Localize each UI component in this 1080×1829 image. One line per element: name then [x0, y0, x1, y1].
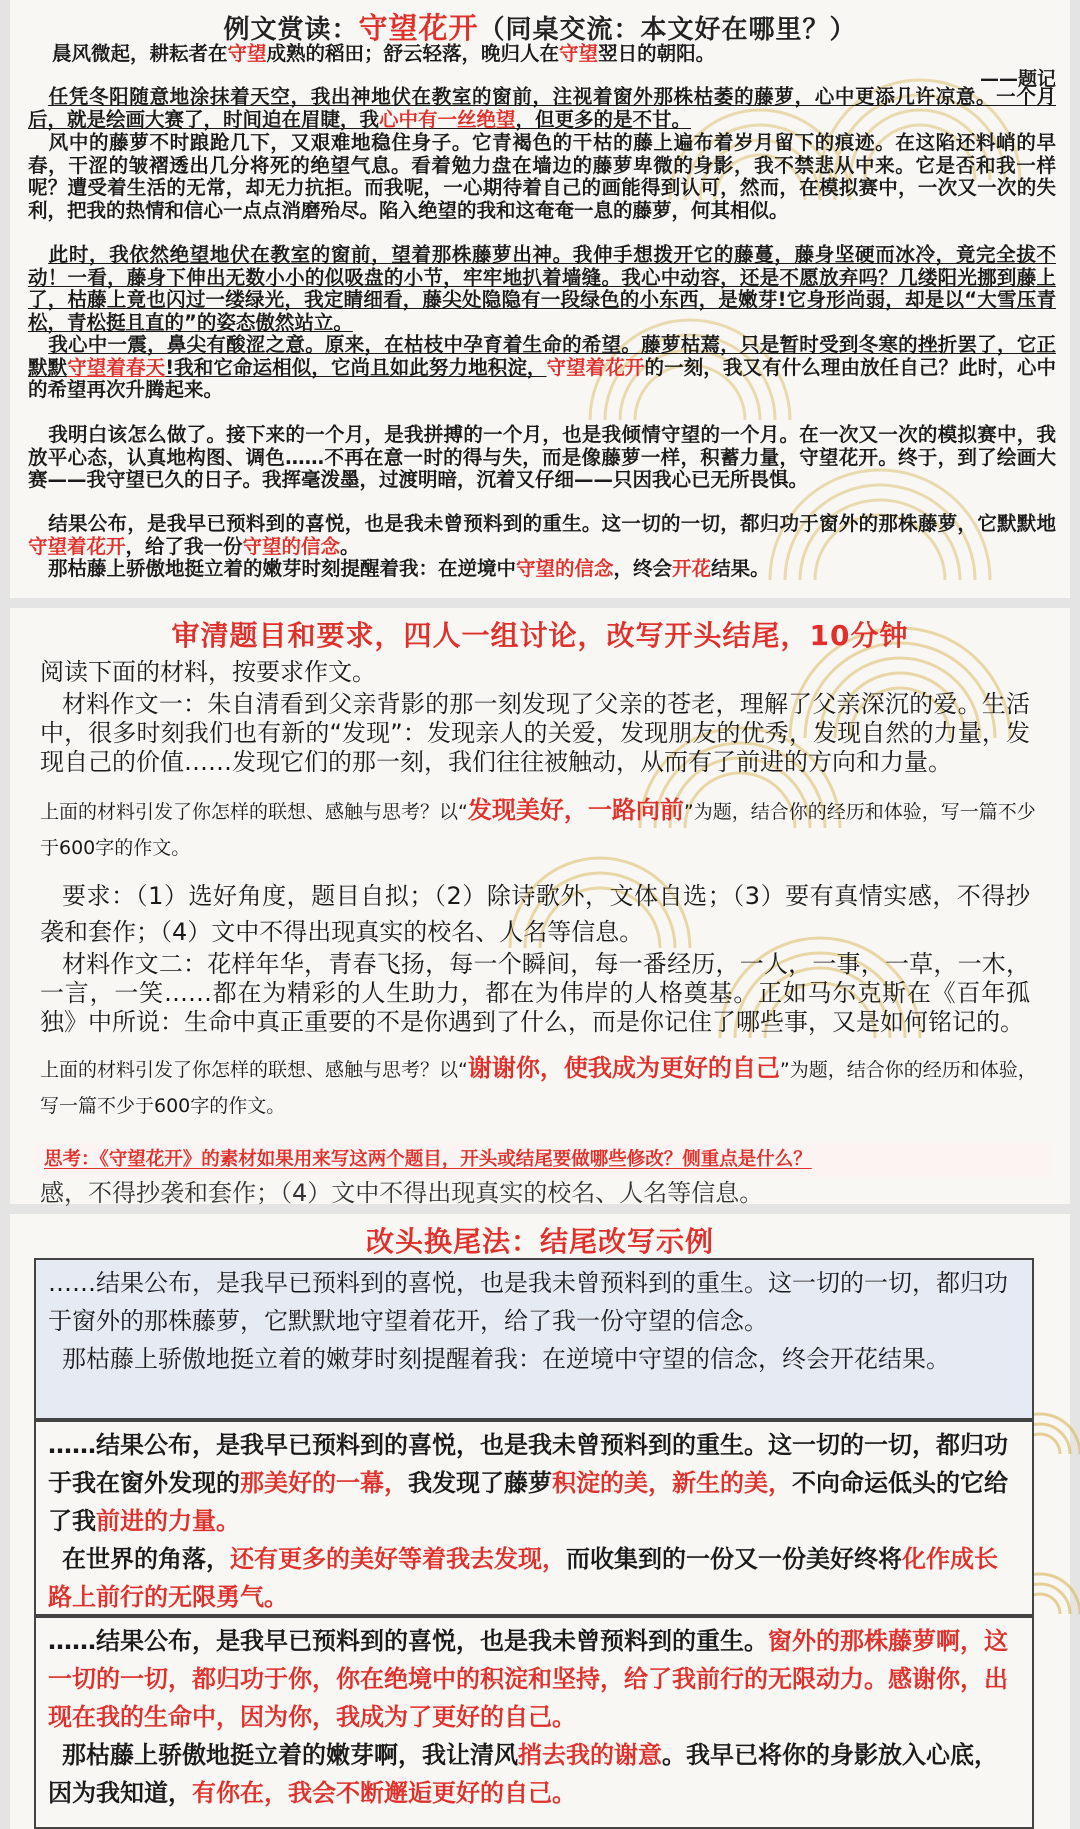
question-text: 上面的材料引发了你怎样的联想、感触与思考？以“: [40, 801, 468, 823]
rewrite-text: 我发现了藤萝: [408, 1469, 552, 1497]
rewrite-example-2-box: [34, 1616, 1034, 1829]
epigraph-text: 翌日的朝阳。: [598, 42, 716, 65]
highlight-text: 守望着花开: [546, 355, 645, 379]
essay-paragraph-5: [28, 424, 1056, 492]
paragraph-text: 我明白该怎么做了。接下来的一个月，是我拼搏的一个月，也是我倾情守望的一个月。在一次又一次的模拟赛中，我放平心态，认真地构图、调色……不再在意一时的得与失，而是像藤萝一样，积蓄力量，守望花开。终于，到了绘画大赛——我守望已久的日子。我挥毫泼墨，过渡明暗，沉着又仔细——只因我心已无所畏惧。: [28, 423, 1056, 491]
rewrite-text: 在世界的角落，: [62, 1545, 230, 1573]
highlight-text: 守望的信念: [516, 557, 614, 580]
rewrite-text: 而收集到的一份又一份美好终将: [566, 1545, 902, 1573]
essay-title: [10, 6, 1070, 47]
rewrite-highlight: 窗外的那株藤萝啊，这一切的一切，都归功于你，你在绝境中的积淀和坚持，给了我前行的无限动力。感谢你，出现在我的生命中，因为你，我成为了更好的自己。: [48, 1627, 1008, 1731]
paragraph-text: 结果。: [711, 557, 770, 580]
prompt-panel: [10, 608, 1070, 1207]
highlight-text: 守望着春天: [67, 355, 166, 379]
ending-panel-title: 改头换尾法：结尾改写示例: [365, 1225, 714, 1258]
paragraph-text: 结果公布，是我早已预料到的喜悦，也是我未曾预料到的重生。这一切的一切，都归功于窗外的那株藤萝，它默默地: [48, 512, 1056, 535]
rewrite-highlight: 有你在，我会不断邂逅更好的自己。: [192, 1779, 576, 1807]
epigraph-highlight: 守望: [227, 42, 267, 65]
think-prompt: 思考：《守望花开》的素材如果用来写这两个题目，开头或结尾要做哪些修改？侧重点是什么？: [34, 1143, 1054, 1177]
essay-paragraph-1: [28, 86, 1056, 131]
highlight-text: 守望的信念: [242, 534, 341, 558]
paragraph-text: 任凭冬阳随意地涂抹着天空，我出神地伏在教室的窗前，注视着窗外那株枯萎的藤萝，心中更添几许凉意。一个月后，就是绘画大赛了，时间迫在眉睫，我: [28, 85, 1056, 131]
rewrite-text: 不向命运低头的它给了我: [48, 1469, 1008, 1535]
paragraph-text: 。: [340, 534, 360, 558]
overlapped-requirements-text: 感，不得抄袭和套作；（4）文中不得出现真实的校名、人名等信息。: [40, 1179, 764, 1207]
question-1: [40, 792, 1040, 866]
material-1: 材料作文一：朱自清看到父亲背影的那一刻发现了父亲的苍老，理解了父亲深沉的爱。生活中，很多时刻我们也有新的“发现”：发现亲人的关爱，发现朋友的优秀，发现自然的力量，发现自己的价值……发现它们的那一刻，我们往往被触动，从而有了前进的方向和力量。: [40, 690, 1030, 776]
epigraph-attribution: ——题记: [979, 68, 1056, 90]
question-topic: 发现美好，一路向前: [467, 796, 684, 824]
rewrite-highlight: 积淀的美，新生的美，: [552, 1469, 792, 1497]
question-text: ”为题，结合你的经历和体验，写一篇不少于600字的作文。: [40, 801, 1036, 859]
rewrite-highlight: 捎去我的谢意: [518, 1741, 662, 1769]
paragraph-text: !我和它命运相似，它尚且如此努力地积淀，: [165, 355, 547, 379]
paragraph-text: 此时，我依然绝望地伏在教室的窗前，望着那株藤萝出神。我伸手想拨开它的藤蔓，藤身坚硬而冰冷，竟完全拔不动！一看，藤身下伸出无数小小的似吸盘的小节，牢牢地扒着墙缝。我心中动容，还是不愿放弃吗？几缕阳光挪到藤上了，枯藤上竟也闪过一缕绿光，我定睛细看，藤尖处隐隐有一段绿色的小东西，是嫩芽!它身形尚弱，却是以“大雪压青松，青松挺且直的”的姿态傲然站立。: [28, 243, 1056, 334]
original-ending-box: [34, 1258, 1034, 1420]
prompt-panel-title: 审清题目和要求，四人一组讨论，改写开头结尾，10分钟: [171, 619, 909, 652]
rewrite-highlight: 前进的力量。: [96, 1507, 240, 1535]
epigraph-text: 成熟的稻田；舒云轻落，晚归人在: [266, 42, 560, 65]
title-prefix: 例文赏读：: [223, 15, 359, 45]
ending-examples-panel: [10, 1214, 1070, 1829]
rewrite-text: 。我早已将你的身影放入心底，因为我知道，: [48, 1741, 998, 1807]
essay-panel: [10, 0, 1070, 598]
paragraph-text: 我心中一震，鼻尖有酸涩之意。原来，在枯枝中孕育着生命的希望。藤萝枯蔫，只是暂时受到冬寒的挫折罢了，它正默默: [28, 333, 1056, 379]
prompt-intro: 阅读下面的材料，按要求作文。: [40, 658, 376, 686]
question-2: [40, 1050, 1040, 1124]
rewrite-text: ……结果公布，是我早已预料到的喜悦，也是我未曾预料到的重生。这一切的一切，都归功于我在窗外发现的: [48, 1431, 1008, 1497]
question-text: 上面的材料引发了你怎样的联想、感触与思考？以“: [40, 1059, 468, 1081]
paragraph-text: ，但更多的是不甘。: [515, 107, 692, 131]
highlight-text: 心中有一丝绝望: [379, 107, 516, 131]
material-2: 材料作文二：花样年华，青春飞扬，每一个瞬间，每一番经历，一人，一事，一草，一木，一言，一笑……都在为精彩的人生助力，都在为伟岸的人格奠基。正如马尔克斯在《百年孤独》中所说：生命中真正重要的不是你遇到了什么，而是你记住了哪些事，又是如何铭记的。: [40, 950, 1030, 1036]
rewrite-highlight: 还有更多的美好等着我去发现，: [230, 1545, 566, 1573]
original-ending-text: 那枯藤上骄傲地挺立着的嫩芽时刻提醒着我：在逆境中守望的信念，终会开花结果。: [62, 1345, 950, 1373]
epigraph-text: 晨风微起，耕耘者在: [52, 42, 228, 65]
original-ending-text: ……结果公布，是我早已预料到的喜悦，也是我未曾预料到的重生。这一切的一切，都归功于窗外的那株藤萝，它默默地守望着花开，给了我一份守望的信念。: [48, 1269, 1008, 1335]
paragraph-text: 的一刻，我又有什么理由放任自己？此时，心中的希望再次升腾起来。: [28, 355, 1056, 401]
rewrite-example-1-box: [34, 1420, 1034, 1616]
title-main: 守望花开: [358, 11, 479, 45]
question-text: ”为题，结合你的经历和体验，写一篇不少于600字的作文。: [40, 1059, 1037, 1117]
epigraph: [52, 42, 1052, 65]
highlight-text: 守望着花开: [28, 534, 126, 558]
paragraph-text: 风中的藤萝不时踉跄几下，又艰难地稳住身子。它青褐色的干枯的藤上遍布着岁月留下的痕迹。在这陷还料峭的早春，干涩的皱褶透出几分将死的绝望气息。看着勉力盘在墙边的藤萝卑微的身影，我不禁悲从中来。它是否和我一样呢？遭受着生活的无常，却无力抗拒。而我呢，一心期待着自己的画能得到认可，然而，在模拟赛中，一次又一次的失利，把我的热情和信心一点点消磨殆尽。陷入绝望的我和这奄奄一息的藤萝，何其相似。: [28, 131, 1056, 222]
rewrite-highlight: 那美好的一幕，: [240, 1469, 408, 1497]
rewrite-text: 那枯藤上骄傲地挺立着的嫩芽啊，我让清风: [62, 1741, 518, 1769]
essay-paragraph-2: [28, 132, 1056, 222]
question-topic: 谢谢你，使我成为更好的自己: [467, 1054, 780, 1082]
paragraph-text: 那枯藤上骄傲地挺立着的嫩芽时刻提醒着我：在逆境中: [48, 557, 517, 580]
rewrite-highlight: 化作成长路上前行的无限勇气。: [48, 1545, 998, 1611]
rewrite-text: ……结果公布，是我早已预料到的喜悦，也是我未曾预料到的重生。: [48, 1627, 768, 1655]
highlight-text: 开花: [672, 557, 712, 580]
essay-paragraph-4: [28, 334, 1056, 402]
paragraph-text: ，终会: [613, 557, 673, 580]
title-suffix: （同桌交流：本文好在哪里？）: [478, 15, 857, 45]
essay-paragraph-3: [28, 244, 1056, 334]
epigraph-highlight: 守望: [559, 42, 599, 65]
essay-paragraph-7: [28, 558, 1056, 581]
requirements: 要求：（1）选好角度，题目自拟；（2）除诗歌外，文体自选；（3）要有真情实感，不得抄袭和套作；（4）文中不得出现真实的校名、人名等信息。: [40, 882, 1030, 946]
paragraph-text: ，给了我一份: [125, 534, 243, 558]
essay-paragraph-6: [28, 513, 1056, 558]
